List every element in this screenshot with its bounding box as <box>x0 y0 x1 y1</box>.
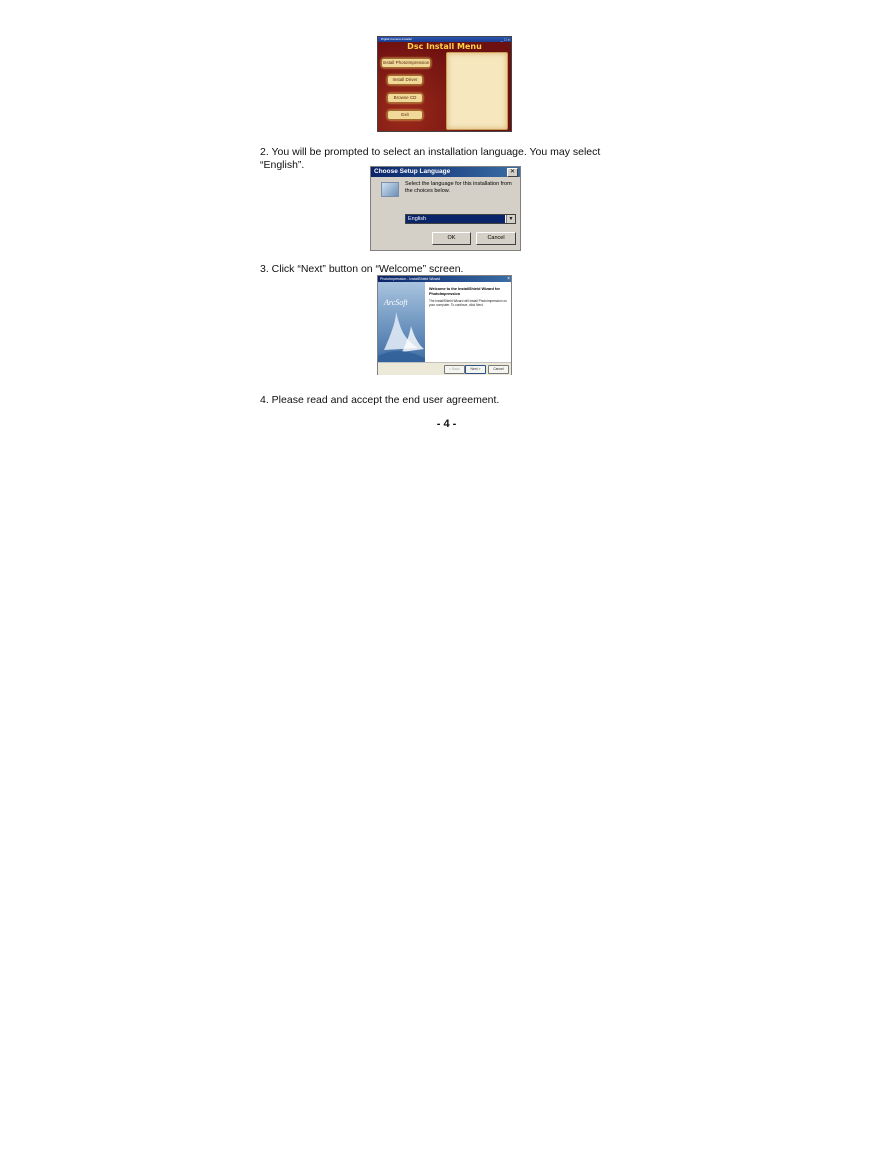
arcsoft-logo: ArcSoft <box>384 298 408 307</box>
step-2-text: 2. You will be prompted to select an installation language. You may select “English”. <box>260 146 601 171</box>
wizard-footer <box>378 362 511 375</box>
step-3-text: 3. Click “Next” button on “Welcome” screen. <box>260 263 464 275</box>
browse-cd-button[interactable]: Browse CD <box>387 93 423 103</box>
exit-button[interactable]: Exit <box>387 110 423 120</box>
step-4-text: 4. Please read and accept the end user agreement. <box>260 394 500 406</box>
chevron-down-icon[interactable]: ▼ <box>506 215 515 223</box>
language-select-value: English <box>406 215 505 223</box>
welcome-window-title: PhotoImpression - InstallShield Wizard <box>380 277 441 281</box>
language-dialog-screenshot <box>370 166 521 251</box>
welcome-dialog-screenshot <box>377 275 512 375</box>
language-select[interactable] <box>405 214 516 224</box>
language-dialog-title: Choose Setup Language <box>374 168 451 175</box>
close-icon[interactable]: × <box>507 276 510 282</box>
page-number: - 4 - <box>436 418 457 430</box>
setup-icon <box>381 182 399 197</box>
window-controls-icon[interactable]: _ □ × <box>500 37 510 42</box>
welcome-heading: Welcome to the InstallShield Wizard for PhotoImpression <box>429 287 500 296</box>
welcome-body-text: The InstallShield Wizard will install PhotoImpression on your computer. To continue, click Next. <box>429 299 507 307</box>
install-menu-screenshot <box>377 36 512 132</box>
sail-graphic-icon <box>378 302 425 362</box>
menu-title: Dsc Install Menu <box>407 42 482 51</box>
ok-button[interactable]: OK <box>432 232 471 245</box>
menu-window-title: Digital Camera Installer <box>381 37 413 41</box>
wizard-cancel-button[interactable]: Cancel <box>488 365 509 374</box>
next-button[interactable]: Next > <box>465 365 486 374</box>
close-icon[interactable]: ✕ <box>507 168 518 177</box>
cancel-button[interactable]: Cancel <box>476 232 516 245</box>
parchment-panel <box>446 52 508 130</box>
install-photoimpression-button[interactable]: Install PhotoImpression <box>381 58 431 68</box>
language-prompt: Select the language for this installation from the choices below. <box>405 181 512 194</box>
back-button[interactable]: < Back <box>444 365 465 374</box>
wizard-side-banner <box>378 282 425 362</box>
language-dialog-titlebar <box>371 167 520 177</box>
install-driver-button[interactable]: Install Driver <box>387 75 423 85</box>
